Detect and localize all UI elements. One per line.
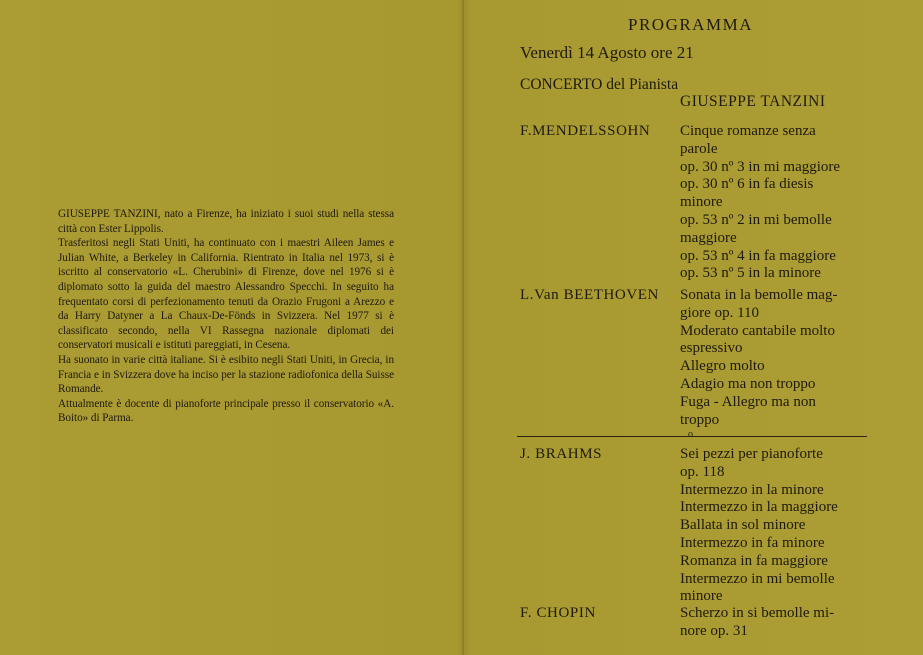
concert-date: Venerdì 14 Agosto ore 21 [520,43,694,62]
work-line: nore op. 31 [680,622,748,639]
works-mendelssohn [680,123,880,283]
work-line: op. 30 nº 3 in mi maggiore [680,158,841,175]
works-chopin [680,605,880,641]
composer-beethoven: L.Van BEETHOVEN [520,287,659,303]
work-line: Allegro molto [680,358,765,375]
concert-label: CONCERTO del Pianista [520,76,679,93]
works-beethoven [680,287,880,429]
work-line: Scherzo in si bemolle mi- [680,605,835,621]
divider-mark: o [688,429,693,440]
composer-chopin: F. CHOPIN [520,605,596,621]
work-line: Intermezzo in la minore [680,481,824,498]
work-line: op. 118 [680,463,725,480]
work-line: Sei pezzi per pianoforte [680,446,823,462]
work-line: Intermezzo in la maggiore [680,499,838,516]
work-line: maggiore [680,229,737,246]
work-line: Intermezzo in fa minore [680,534,825,551]
work-line: op. 53 nº 2 in mi bemolle [680,211,832,228]
composer-mendelssohn: F.MENDELSSOHN [520,123,651,139]
work-line: Moderato cantabile molto [680,322,835,339]
work-line: Sonata in la bemolle mag- [680,287,838,303]
work-line: giore op. 110 [680,304,760,321]
works-brahms [680,446,880,606]
work-line: troppo [680,411,720,428]
work-line: minore [680,588,723,605]
composer-brahms: J. BRAHMS [520,446,603,462]
bio-paragraph: GIUSEPPE TANZINI, nato a Firenze, ha iniziato i suoi studi nella stessa città con Ester Lippolis. [58,208,394,235]
pianist-name: GIUSEPPE TANZINI [680,93,826,110]
bio-paragraph: Trasferitosi negli Stati Uniti, ha continuato con i maestri Aileen James e Julian White, a Berkeley in California. Rientrato in Italia nel 1973, si è iscritto al conservatorio «L. Cherubini» di Firenze, dove nel 1976 si è diplomato sotto la guida del maestro Alessandro Specchi. In seguito ha frequentato corsi di perfezionamento tenuti da Orazio Frugoni a Arezzo e da Harry Datyner a La Chaux-De-Fönds in Svizzera. Nel 1977 si è classificato secondo, nella VI Rassegna nazionale diplomati dei conservatori musicali e istituti pareggiati, in Cesena. [58,237,394,352]
work-line: Ballata in sol minore [680,517,806,534]
work-line: parole [680,140,718,157]
concert-heading [520,76,826,110]
work-line: Cinque romanze senza [680,123,816,139]
work-line: Adagio ma non troppo [680,375,816,392]
bio-paragraph: Attualmente è docente di pianoforte principale presso il conservatorio «A. Boito» di Parma. [58,397,394,425]
work-line: op. 53 nº 4 in fa maggiore [680,247,836,264]
work-line: minore [680,194,723,211]
work-line: Fuga - Allegro ma non [680,393,816,410]
work-line: Intermezzo in mi bemolle [680,570,835,587]
bio-paragraph: Ha suonato in varie città italiane. Si è esibito negli Stati Uniti, in Grecia, in Francia e in Svizzera dove ha inciso per la stazione radiofonica della Suisse Romande. [58,353,394,396]
work-line: op. 53 nº 5 in la minore [680,265,821,282]
work-line: op. 30 nº 6 in fa diesis [680,176,814,193]
work-line: espressivo [680,340,743,357]
work-line: Romanza in fa maggiore [680,552,828,569]
programme-title: PROGRAMMA [628,15,753,34]
